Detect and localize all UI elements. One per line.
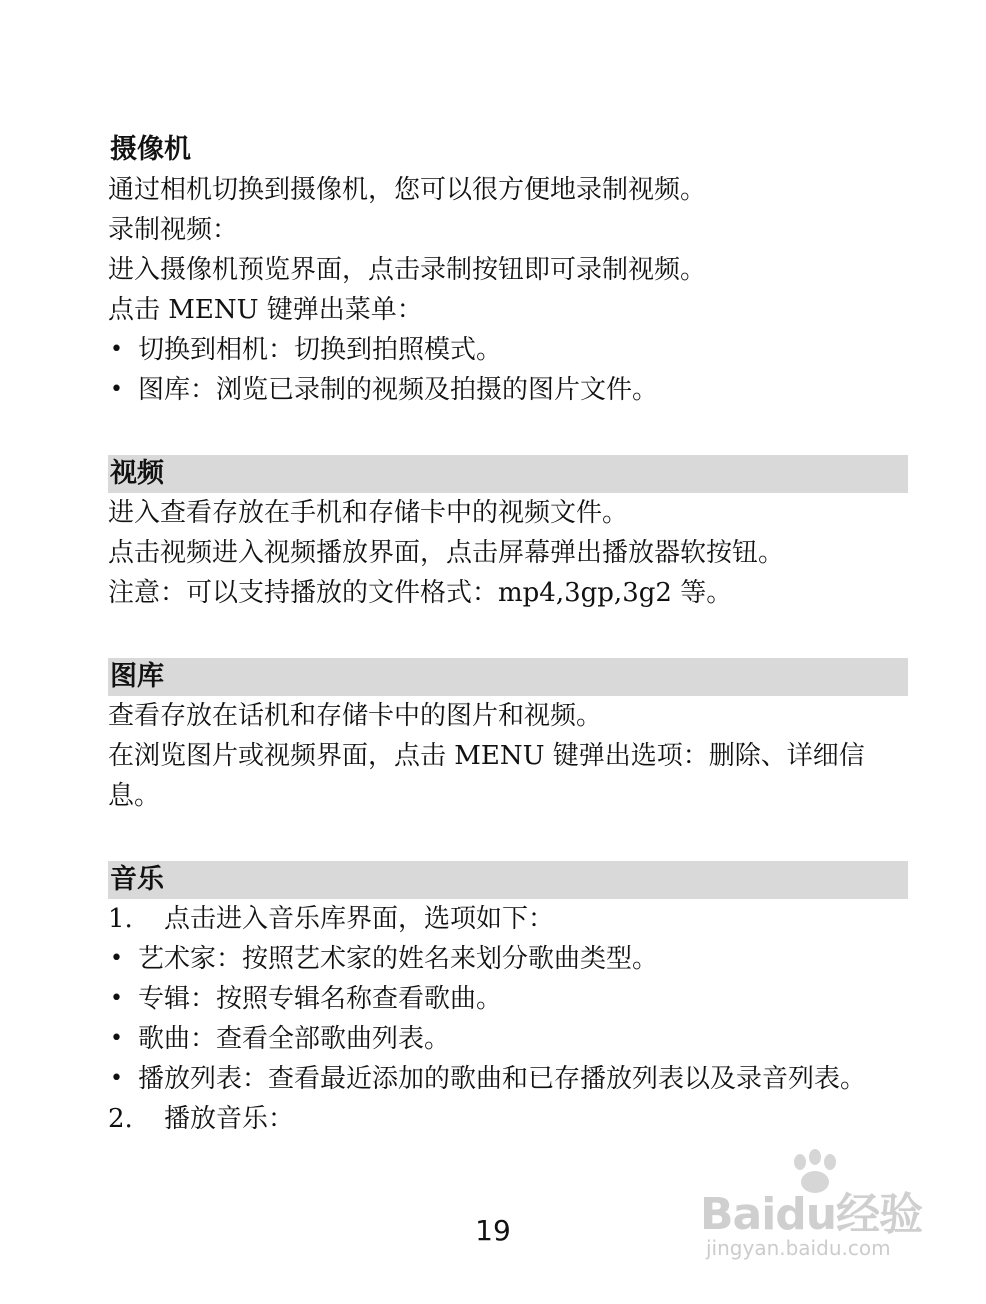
section-title-music: 音乐	[108, 861, 908, 899]
music-step-2	[108, 1099, 908, 1139]
section-title-video: 视频	[108, 455, 908, 493]
gallery-line-1: 查看存放在话机和存储卡中的图片和视频。	[108, 701, 603, 731]
bullet-dot: •	[110, 986, 123, 1011]
page-content	[108, 130, 908, 1139]
step-number: 1.	[108, 904, 133, 934]
section-title-camcorder: 摄像机	[110, 134, 191, 165]
bullet-text: 图库：浏览已录制的视频及拍摄的图片文件。	[138, 375, 659, 405]
bullet-text: 歌曲：查看全部歌曲列表。	[138, 1024, 451, 1054]
section-gallery	[108, 658, 908, 816]
section-camcorder	[108, 130, 908, 410]
gallery-line-2: 在浏览图片或视频界面，点击 MENU 键弹出选项：删除、详细信息。	[108, 741, 865, 811]
section-video	[108, 455, 908, 613]
camcorder-bullet-1	[108, 330, 908, 370]
step-text: 点击进入音乐库界面，选项如下：	[164, 904, 555, 934]
bullet-text: 艺术家：按照艺术家的姓名来划分歌曲类型。	[138, 944, 659, 974]
camcorder-line-2: 录制视频：	[108, 215, 239, 245]
baidu-watermark	[700, 1148, 940, 1278]
music-bullet-2	[108, 979, 908, 1019]
camcorder-line-4: 点击 MENU 键弹出菜单：	[108, 295, 423, 325]
camcorder-line-1: 通过相机切换到摄像机，您可以很方便地录制视频。	[108, 175, 707, 205]
video-line-3: 注意：可以支持播放的文件格式：mp4,3gp,3g2 等。	[108, 578, 733, 608]
music-bullet-1	[108, 939, 908, 979]
music-step-1	[108, 899, 908, 939]
step-text: 播放音乐：	[164, 1104, 295, 1134]
bullet-dot: •	[110, 946, 123, 971]
video-line-2: 点击视频进入视频播放界面，点击屏幕弹出播放器软按钮。	[108, 538, 785, 568]
video-line-1: 进入查看存放在手机和存储卡中的视频文件。	[108, 498, 629, 528]
bullet-dot: •	[110, 377, 123, 402]
section-music	[108, 861, 908, 1139]
camcorder-line-3: 进入摄像机预览界面，点击录制按钮即可录制视频。	[108, 255, 707, 285]
watermark-logo: Baidu经验	[700, 1189, 923, 1240]
page-number: 19	[475, 1214, 511, 1247]
bullet-text: 切换到相机：切换到拍照模式。	[138, 335, 503, 365]
section-title-gallery: 图库	[108, 658, 908, 696]
watermark-url: jingyan.baidu.com	[706, 1236, 891, 1260]
bullet-dot: •	[110, 1026, 123, 1051]
music-bullet-4	[108, 1059, 908, 1099]
bullet-dot: •	[110, 337, 123, 362]
music-bullet-3	[108, 1019, 908, 1059]
step-number: 2.	[108, 1104, 133, 1134]
bullet-dot: •	[110, 1066, 123, 1091]
bullet-text: 播放列表：查看最近添加的歌曲和已存播放列表以及录音列表。	[138, 1064, 867, 1094]
bullet-text: 专辑：按照专辑名称查看歌曲。	[138, 984, 503, 1014]
camcorder-bullet-2	[108, 370, 908, 410]
